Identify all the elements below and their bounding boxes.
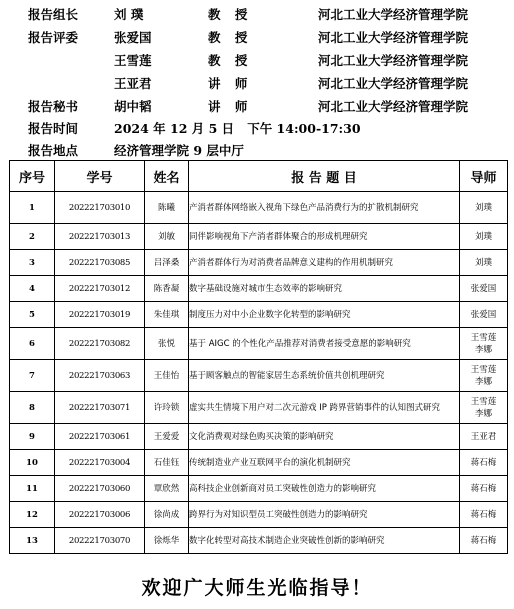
- student-id: 202221703010: [55, 192, 145, 224]
- report-topic: 传统制造业产业互联网平台的演化机制研究: [189, 450, 460, 476]
- student-name: 徐尚成: [145, 502, 189, 528]
- supervisor: 王亚君: [460, 424, 508, 450]
- member-title: 教 授: [208, 7, 253, 22]
- row-number: 4: [10, 276, 55, 302]
- member-title: 讲 师: [208, 99, 253, 114]
- student-name: 陈曦: [145, 192, 189, 224]
- supervisor: 王雪莲 李娜: [460, 328, 508, 360]
- member-title: 教 授: [208, 30, 253, 45]
- supervisor: 刘璞: [460, 192, 508, 224]
- student-id: 202221703019: [55, 302, 145, 328]
- member-org: 河北工业大学经济管理学院: [318, 7, 469, 22]
- table-header-row: [10, 161, 508, 192]
- report-topic: 产消者群体网络嵌入视角下绿色产品消费行为的扩散机制研究: [189, 192, 460, 224]
- header-name: 姓名: [145, 161, 189, 192]
- report-topic: 数字化转型对高技术制造企业突破性创新的影响研究: [189, 528, 460, 554]
- student-id: 202221703006: [55, 502, 145, 528]
- student-id: 202221703004: [55, 450, 145, 476]
- table-row: [10, 328, 508, 360]
- report-topic: 产消者群体行为对消费者品牌意义建构的作用机制研究: [189, 250, 460, 276]
- supervisor: 张爱国: [460, 302, 508, 328]
- row-number: 13: [10, 528, 55, 554]
- place-value: 经济管理学院 9 层中厅: [114, 143, 244, 158]
- row-number: 1: [10, 192, 55, 224]
- header-no: 序号: [10, 161, 55, 192]
- header-id: 学号: [55, 161, 145, 192]
- header-supervisor: 导师: [460, 161, 508, 192]
- student-name: 王爱爱: [145, 424, 189, 450]
- table-row: [10, 450, 508, 476]
- welcome-text: 欢迎广大师生光临指导！: [141, 577, 373, 599]
- committee-row: [0, 97, 514, 117]
- time-label: 报告时间: [28, 121, 79, 136]
- row-number: 6: [10, 328, 55, 360]
- committee-row: [0, 74, 514, 94]
- row-number: 11: [10, 476, 55, 502]
- table-row: [10, 224, 508, 250]
- student-id: 202221703085: [55, 250, 145, 276]
- time-value: 2024 年 12 月 5 日 下午 14:00-17:30: [114, 121, 361, 136]
- row-number: 3: [10, 250, 55, 276]
- member-org: 河北工业大学经济管理学院: [318, 99, 469, 114]
- table-row: [10, 502, 508, 528]
- committee-row: [0, 51, 514, 71]
- member-org: 河北工业大学经济管理学院: [318, 53, 469, 68]
- supervisor: 刘璞: [460, 224, 508, 250]
- committee-row: [0, 28, 514, 48]
- student-id: 202221703082: [55, 328, 145, 360]
- member-title: 教 授: [208, 53, 253, 68]
- committee-row: [0, 5, 514, 25]
- member-name: 刘 璞: [114, 7, 144, 22]
- member-name: 王亚君: [114, 76, 152, 91]
- row-number: 5: [10, 302, 55, 328]
- row-number: 10: [10, 450, 55, 476]
- place-row: [0, 141, 514, 161]
- student-name: 陈香凝: [145, 276, 189, 302]
- supervisor: 蒋石梅: [460, 450, 508, 476]
- report-topic: 基于顾客触点的智能家居生态系统价值共创机理研究: [189, 360, 460, 392]
- supervisor: 王雪莲 李娜: [460, 392, 508, 424]
- student-name: 徐烁华: [145, 528, 189, 554]
- student-id: 202221703012: [55, 276, 145, 302]
- member-name: 张爱国: [114, 30, 152, 45]
- supervisor: 蒋石梅: [460, 528, 508, 554]
- header-topic: 报 告 题 目: [189, 161, 460, 192]
- row-number: 8: [10, 392, 55, 424]
- member-name: 胡中韬: [114, 99, 152, 114]
- supervisor: 王雪莲 李娜: [460, 360, 508, 392]
- place-label: 报告地点: [28, 143, 79, 158]
- student-name: 石佳钰: [145, 450, 189, 476]
- supervisor: 蒋石梅: [460, 476, 508, 502]
- report-topic: 制度压力对中小企业数字化转型的影响研究: [189, 302, 460, 328]
- member-title: 讲 师: [208, 76, 253, 91]
- report-topic: 基于 AIGC 的个性化产品推荐对消费者接受意愿的影响研究: [189, 328, 460, 360]
- table-row: [10, 528, 508, 554]
- member-org: 河北工业大学经济管理学院: [318, 30, 469, 45]
- student-name: 朱佳琪: [145, 302, 189, 328]
- supervisor: 张爱国: [460, 276, 508, 302]
- role-label: 报告组长: [28, 7, 79, 22]
- student-id: 202221703013: [55, 224, 145, 250]
- row-number: 12: [10, 502, 55, 528]
- report-topic: 同伴影响视角下产消者群体聚合的形成机理研究: [189, 224, 460, 250]
- time-row: [0, 119, 514, 139]
- row-number: 7: [10, 360, 55, 392]
- student-id: 202221703060: [55, 476, 145, 502]
- report-topic: 文化消费观对绿色购买决策的影响研究: [189, 424, 460, 450]
- row-number: 2: [10, 224, 55, 250]
- student-name: 吕泽桑: [145, 250, 189, 276]
- report-topic: 虚实共生情境下用户对二次元游戏 IP 跨界营销事件的认知图式研究: [189, 392, 460, 424]
- supervisor: 蒋石梅: [460, 502, 508, 528]
- student-name: 覃欣然: [145, 476, 189, 502]
- role-label: 报告评委: [28, 30, 79, 45]
- table-row: [10, 476, 508, 502]
- schedule-table: [9, 160, 508, 554]
- student-name: 许玲锁: [145, 392, 189, 424]
- table-row: [10, 424, 508, 450]
- student-id: 202221703071: [55, 392, 145, 424]
- supervisor: 刘璞: [460, 250, 508, 276]
- table-row: [10, 250, 508, 276]
- student-name: 王佳怡: [145, 360, 189, 392]
- table-row: [10, 192, 508, 224]
- table-row: [10, 392, 508, 424]
- student-id: 202221703061: [55, 424, 145, 450]
- report-topic: 高科技企业创新商对员工突破性创造力的影响研究: [189, 476, 460, 502]
- role-label: 报告秘书: [28, 99, 79, 114]
- table-row: [10, 276, 508, 302]
- table-row: [10, 302, 508, 328]
- student-name: 刘敏: [145, 224, 189, 250]
- row-number: 9: [10, 424, 55, 450]
- student-name: 张悦: [145, 328, 189, 360]
- report-topic: 跨界行为对知识型员工突破性创造力的影响研究: [189, 502, 460, 528]
- student-id: 202221703063: [55, 360, 145, 392]
- report-topic: 数字基础设施对城市生态效率的影响研究: [189, 276, 460, 302]
- member-name: 王雪莲: [114, 53, 152, 68]
- member-org: 河北工业大学经济管理学院: [318, 76, 469, 91]
- student-id: 202221703070: [55, 528, 145, 554]
- table-row: [10, 360, 508, 392]
